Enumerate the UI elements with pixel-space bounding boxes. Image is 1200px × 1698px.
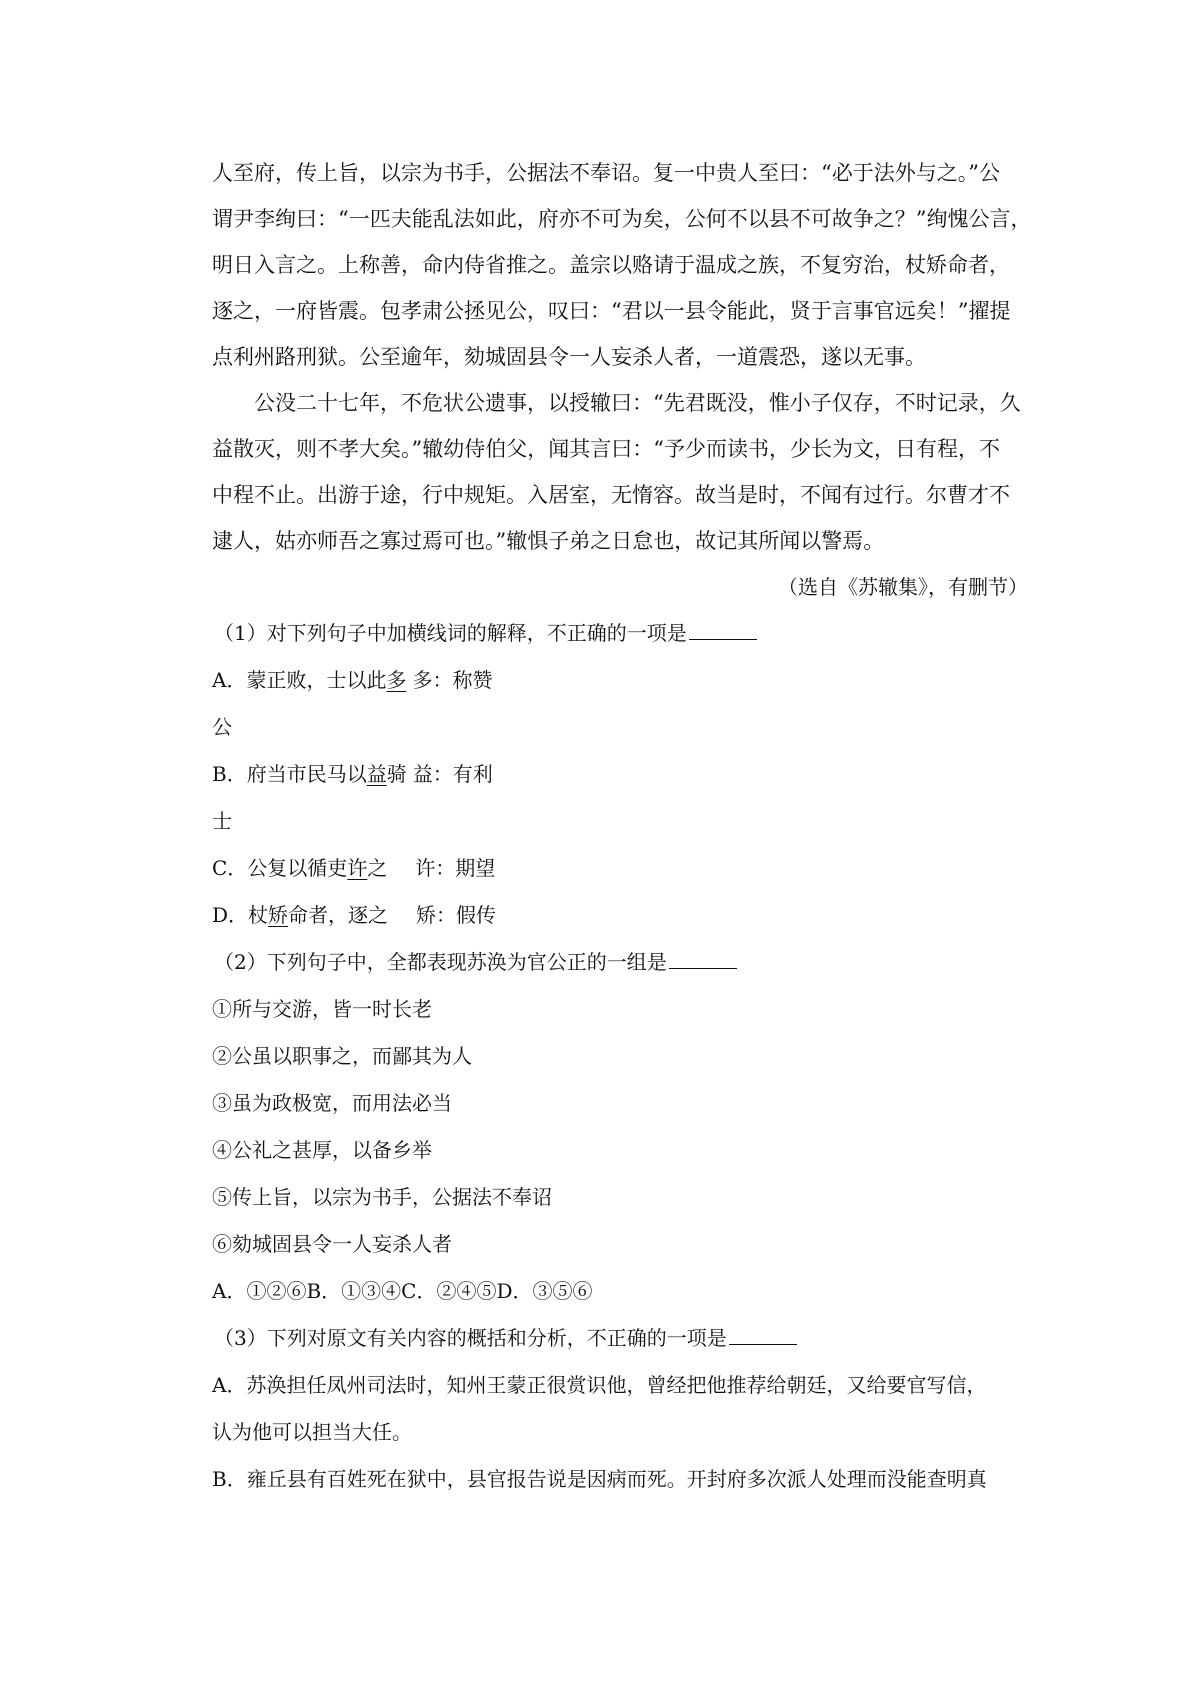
question-stem-text: （3）下列对原文有关内容的概括和分析，不正确的一项是 [214, 1326, 727, 1350]
passage-source: （选自《苏辙集》，有删节） [778, 575, 1028, 599]
option-text: B．府当市民马以 [212, 762, 367, 786]
question-2-item: ④公礼之甚厚，以备乡举 [212, 1138, 432, 1162]
question-2-item: ③虽为政极宽，而用法必当 [212, 1091, 452, 1115]
passage-paragraph-2 [212, 380, 1032, 564]
passage-line: 谓尹李绚曰：“一匹夫能乱法如此，府亦不可为矣，公何不以县不可故争之？”绚愧公言， [212, 207, 1032, 231]
option-text: 命者，逐之 [288, 903, 389, 927]
passage-line: 中程不止。出游于途，行中规矩。入居室，无惰容。故当是时，不闻有过行。尔曹才不 [212, 483, 1010, 507]
option-text: 骑 [386, 762, 407, 786]
question-1-stem [212, 610, 1032, 657]
underlined-word: 许 [347, 856, 368, 880]
question-1-option-a [212, 657, 1032, 704]
question-1-option-b [212, 751, 1032, 798]
question-1-option-b-continuation: 士 [212, 809, 232, 833]
question-2-item: ⑥劾城固县令一人妄杀人者 [212, 1232, 452, 1256]
question-2-options: A．①②⑥B．①③④C．②④⑤D．③⑤⑥ [212, 1279, 593, 1303]
page-content [212, 150, 1032, 1503]
question-3-option-b-line: B．雍丘县有百姓死在狱中，县官报告说是因病而死。开封府多次派人处理而没能查明真 [212, 1467, 987, 1491]
answer-blank [729, 1326, 797, 1345]
option-gloss: 多：称赞 [412, 668, 493, 692]
option-text: D．杖 [212, 903, 269, 927]
question-2-stem [212, 939, 1032, 986]
question-1-option-a-continuation: 公 [212, 715, 232, 739]
question-3-option-a-line: A．苏涣担任凤州司法时，知州王蒙正很赏识他，曾经把他推荐给朝廷，又给要官写信， [212, 1373, 987, 1397]
passage-line: 明日入言之。上称善，命内侍省推之。盖宗以赂请于温成之族，不复穷治，杖矫命者， [212, 253, 1010, 277]
question-2-item: ①所与交游，皆一时长老 [212, 997, 432, 1021]
question-2-item: ②公虽以职事之，而鄙其为人 [212, 1044, 472, 1068]
question-1-option-d [212, 892, 1032, 939]
passage-line: 点利州路刑狱。公至逾年，劾城固县令一人妄杀人者，一道震恐，遂以无事。 [212, 345, 926, 369]
underlined-word: 矫 [268, 903, 289, 927]
option-gloss: 许：期望 [415, 856, 496, 880]
option-gloss: 益：有利 [412, 762, 493, 786]
option-text: A．蒙正败，士以此 [212, 668, 387, 692]
underlined-word: 多 [386, 668, 407, 692]
question-1-option-c [212, 845, 1032, 892]
passage-line: 逮人，姑亦师吾之寡过焉可也。”辙惧子弟之日怠也，故记其所闻以警焉。 [212, 529, 885, 553]
passage-paragraph-1 [212, 150, 1032, 380]
question-stem-text: （1）对下列句子中加横线词的解释，不正确的一项是 [214, 621, 687, 645]
underlined-word: 益 [366, 762, 387, 786]
passage-line: 逐之，一府皆震。包孝肃公拯见公，叹曰：“君以一县令能此，贤于言事官远矣！”擢提 [212, 299, 1011, 323]
question-3-stem [212, 1315, 1032, 1362]
question-3-option-a-line: 认为他可以担当大任。 [212, 1420, 412, 1444]
passage-line: 公没二十七年，不危状公遗事，以授辙曰：“先君既没，惟小子仅存，不时记录，久 [254, 391, 1021, 415]
answer-blank [669, 950, 737, 969]
option-text: 之 [367, 856, 388, 880]
option-gloss: 矫：假传 [416, 903, 497, 927]
passage-line: 益散灭，则不孝大矣。”辙幼侍伯父，闻其言曰：“予少而读书，少长为文，日有程，不 [212, 437, 1000, 461]
passage-line: 人至府，传上旨，以宗为书手，公据法不奉诏。复一中贵人至曰：“必于法外与之。”公 [212, 161, 1000, 185]
option-text: C．公复以循吏 [212, 856, 348, 880]
question-stem-text: （2）下列句子中，全都表现苏涣为官公正的一组是 [214, 950, 667, 974]
answer-blank [689, 621, 757, 640]
question-2-item: ⑤传上旨，以宗为书手，公据法不奉诏 [212, 1185, 552, 1209]
